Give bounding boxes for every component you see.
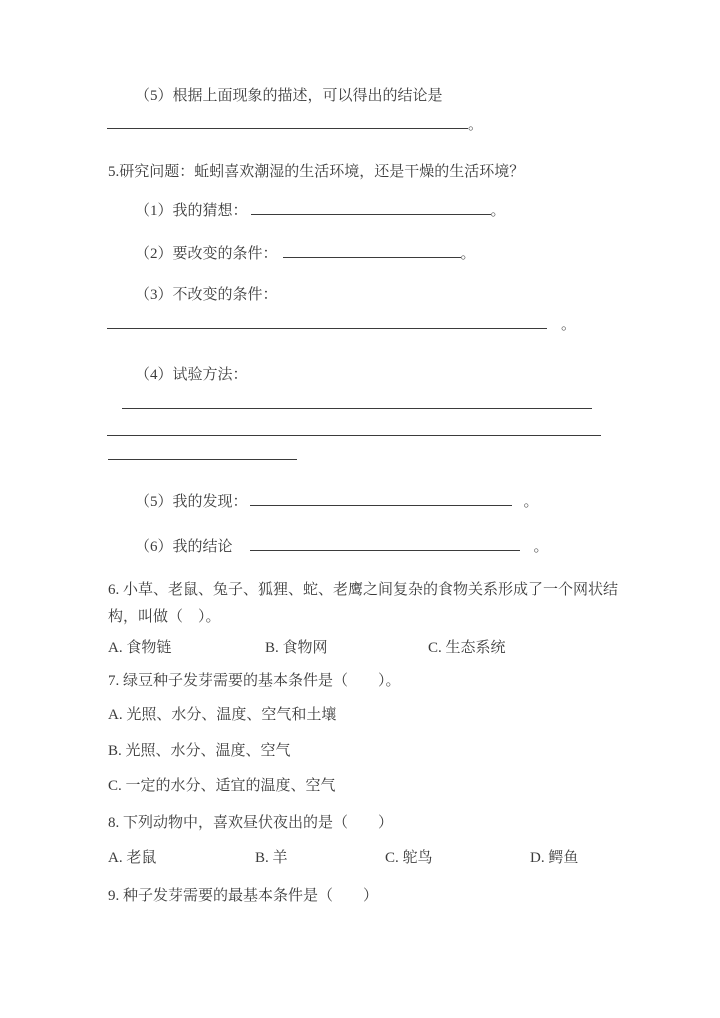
question5-part2 — [135, 241, 476, 264]
question5-part3 — [135, 285, 278, 305]
period: 。 — [533, 539, 549, 555]
prev-question-part5-label: （5）根据上面现象的描述，可以得出的结论是 — [135, 88, 443, 104]
question5-part3-label: （3）不改变的条件： — [135, 287, 278, 303]
question5-part4-answer-line-1 — [122, 392, 592, 415]
question6-option-c: C. 生态系统 — [428, 640, 506, 656]
answer-blank — [107, 112, 468, 129]
question7-option-b: B. 光照、水分、温度、空气 — [108, 743, 291, 759]
answer-blank — [107, 419, 601, 436]
answer-blank — [251, 198, 491, 215]
answer-blank — [283, 241, 461, 258]
answer-blank — [122, 392, 592, 409]
question5-part3-answer-line — [107, 312, 576, 335]
question5-part4-answer-line-2 — [107, 419, 601, 442]
prev-question-answer-line — [107, 112, 483, 135]
question5-part5-label: （5）我的发现： — [135, 494, 248, 510]
question5-part2-label: （2）要改变的条件： — [135, 246, 278, 262]
period: 。 — [561, 317, 577, 333]
question8-option-a: A. 老鼠 — [108, 850, 157, 866]
question6-option-b: B. 食物网 — [265, 640, 328, 656]
period: 。 — [490, 203, 506, 219]
question5-part6 — [135, 534, 549, 557]
answer-blank — [107, 312, 547, 329]
question5-part4 — [135, 365, 248, 385]
question7-option-a: A. 光照、水分、温度、空气和土壤 — [108, 707, 337, 723]
question5-part4-answer-line-3 — [108, 443, 297, 466]
question6-text: 6. 小草、老鼠、兔子、狐狸、蛇、老鹰之间复杂的食物关系形成了一个网状结构，叫做（ ）。 — [108, 582, 619, 625]
answer-blank — [108, 443, 297, 460]
period: 。 — [460, 246, 476, 262]
question8-options-row — [108, 848, 620, 868]
question5-title: 5.研究问题：蚯蚓喜欢潮湿的生活环境，还是干燥的生活环境？ — [108, 164, 525, 180]
question8-text: 8. 下列动物中，喜欢昼伏夜出的是（ ） — [108, 815, 394, 831]
period: 。 — [468, 117, 484, 133]
question9-text: 9. 种子发芽需要的最基本条件是（ ） — [108, 888, 379, 904]
question5-part6-label: （6）我的结论 — [135, 539, 233, 555]
period: 。 — [523, 494, 539, 510]
question5-part1-label: （1）我的猜想： — [135, 203, 248, 219]
question6-option-a: A. 食物链 — [108, 640, 172, 656]
question6-options-row — [108, 638, 620, 658]
question5-part4-label: （4）试验方法： — [135, 367, 248, 383]
answer-blank — [250, 489, 512, 506]
question8-option-d: D. 鳄鱼 — [530, 850, 579, 866]
answer-blank — [250, 534, 520, 551]
question8-option-b: B. 羊 — [255, 850, 288, 866]
question5-part5 — [135, 489, 539, 512]
question7-text: 7. 绿豆种子发芽需要的基本条件是（ ）。 — [108, 673, 401, 689]
question8-option-c: C. 鸵鸟 — [385, 850, 433, 866]
question5-part1 — [135, 198, 506, 221]
question7-option-c: C. 一定的水分、适宜的温度、空气 — [108, 778, 336, 794]
